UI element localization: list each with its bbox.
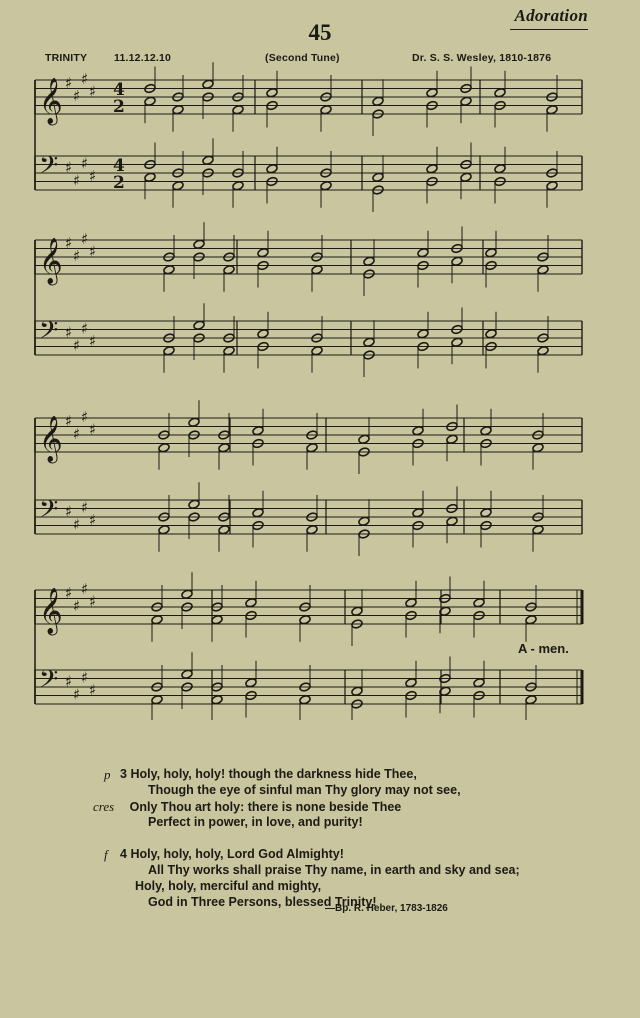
sharp-sign: ♯ [81,154,89,173]
note-head [158,525,170,535]
bass-clef: 𝄢 [39,151,59,186]
note-head [223,265,235,275]
note-head [446,516,458,526]
note-head [525,695,537,705]
note-head [372,96,384,106]
verse-text: Though the eye of sinful man Thy glory may not see, [148,783,461,797]
verse-text: Only Thou art holy: there is none beside Thee [129,800,402,814]
sharp-sign: ♯ [89,82,97,101]
note-head [537,346,549,356]
note-head [181,669,193,679]
note-head [537,265,549,275]
note-head [202,79,214,89]
note-head [351,686,363,696]
meter: 11.12.12.10 [114,52,172,64]
bass-clef: 𝄢 [39,665,59,700]
note-head [151,695,163,705]
note-head [546,181,558,191]
note-head [363,337,375,347]
note-head [218,525,230,535]
note-head [257,329,269,339]
note-head [202,155,214,165]
note-head [252,426,264,436]
sharp-sign: ♯ [73,171,81,190]
sharp-sign: ♯ [65,412,73,430]
amen-lyric: A - men. [518,641,569,656]
bass-clef: 𝄢 [39,316,59,351]
tune-note: (Second Tune) [265,52,340,64]
note-head [245,678,257,688]
verse-line [104,767,417,781]
sharp-sign: ♯ [65,158,73,177]
note-head [405,598,417,608]
note-head [299,615,311,625]
time-signature-top: 4 [113,80,125,100]
treble-clef: 𝄞 [39,238,63,284]
verse-line [148,815,363,829]
note-head [417,329,429,339]
note-head [211,695,223,705]
sharp-sign: ♯ [73,685,81,704]
note-head [412,508,424,518]
verse-line [135,879,321,893]
note-head [188,499,200,509]
note-head [320,105,332,115]
time-signature-bottom: 2 [113,173,125,193]
sharp-sign: ♯ [73,246,81,265]
note-head [372,172,384,182]
sharp-sign: ♯ [89,420,97,439]
dynamic-mark: p [104,767,111,782]
sharp-sign: ♯ [81,668,89,687]
note-head [151,615,163,625]
note-head [306,525,318,535]
sharp-sign: ♯ [65,584,73,602]
text-attribution: —Bp. R. Heber, 1783-1826 [325,903,448,914]
note-head [480,426,492,436]
sharp-sign: ♯ [65,502,73,521]
note-head [417,248,429,258]
sharp-sign: ♯ [81,579,89,598]
note-head [266,164,278,174]
verse-line [148,783,461,797]
note-head [232,105,244,115]
note-head [451,337,463,347]
verse-text: God in Three Persons, blessed Trinity! [148,895,377,909]
verse-number: 3 [120,767,127,781]
treble-clef: 𝄞 [39,588,63,634]
note-head [172,181,184,191]
note-head [188,417,200,427]
note-head [363,256,375,266]
note-head [311,265,323,275]
sharp-sign: ♯ [73,596,81,615]
sharp-sign: ♯ [89,332,97,350]
note-head [193,239,205,249]
treble-clef: 𝄞 [39,78,63,124]
sharp-sign: ♯ [65,672,73,691]
section-label: Adoration [514,6,588,25]
verse-text: Holy, holy, holy! though the darkness hide Thee, [130,767,417,781]
sharp-sign: ♯ [89,681,97,699]
time-signature-bottom: 2 [113,97,125,117]
verse-number: 4 [120,847,127,861]
note-head [485,248,497,258]
note-head [252,508,264,518]
verse-text: All Thy works shall praise Thy name, in earth and sky and sea; [148,863,520,877]
verse-text: Perfect in power, in love, and purity! [148,815,363,829]
sharp-sign: ♯ [73,336,81,355]
sharp-sign: ♯ [89,167,97,185]
note-head [218,443,230,453]
sharp-sign: ♯ [73,86,81,105]
note-head [163,265,175,275]
note-head [158,443,170,453]
sharp-sign: ♯ [73,424,81,443]
note-head [473,598,485,608]
sharp-sign: ♯ [81,69,89,88]
verse-line [148,863,520,877]
note-head [193,320,205,330]
note-head [211,615,223,625]
sharp-sign: ♯ [65,74,73,92]
note-head [460,172,472,182]
dynamic-mark: f [104,847,108,862]
note-head [351,606,363,616]
note-head [446,434,458,444]
note-head [311,346,323,356]
note-head [525,615,537,625]
note-head [494,164,506,174]
composer-credit: Dr. S. S. Wesley, 1810-1876 [412,52,552,64]
bass-clef: 𝄢 [39,495,59,530]
note-head [172,105,184,115]
note-head [358,516,370,526]
note-head [473,678,485,688]
note-head [460,96,472,106]
note-head [163,346,175,356]
tune-name: TRINITY [45,52,88,64]
note-head [223,346,235,356]
treble-clef: 𝄞 [39,416,63,462]
note-head [257,248,269,258]
sharp-sign: ♯ [73,515,81,534]
note-head [181,589,193,599]
sharp-sign: ♯ [81,407,89,426]
sharp-sign: ♯ [89,242,97,261]
note-head [412,426,424,436]
note-head [405,678,417,688]
sharp-sign: ♯ [89,592,97,611]
note-head [299,695,311,705]
verse-text: Holy, holy, merciful and mighty, [135,879,322,893]
dynamic-mark: cres [93,799,115,814]
note-head [320,181,332,191]
note-head [358,434,370,444]
note-head [232,181,244,191]
verse-line [104,847,344,861]
note-head [266,88,278,98]
time-signature-top: 4 [113,156,125,176]
sharp-sign: ♯ [89,511,97,529]
note-head [426,88,438,98]
verse-text: Holy, holy, holy, Lord God Almighty! [130,847,344,861]
sharp-sign: ♯ [81,319,89,338]
sharp-sign: ♯ [65,323,73,342]
note-head [480,508,492,518]
note-head [306,443,318,453]
note-head [245,598,257,608]
note-head [532,443,544,453]
note-head [426,164,438,174]
verse-line [93,799,401,815]
note-head [144,96,156,106]
note-head [532,525,544,535]
sharp-sign: ♯ [81,498,89,517]
hymn-number: 45 [308,20,332,45]
note-head [485,329,497,339]
sharp-sign: ♯ [65,234,73,252]
note-head [494,88,506,98]
sharp-sign: ♯ [81,229,89,248]
note-head [546,105,558,115]
note-head [451,256,463,266]
note-head [144,172,156,182]
